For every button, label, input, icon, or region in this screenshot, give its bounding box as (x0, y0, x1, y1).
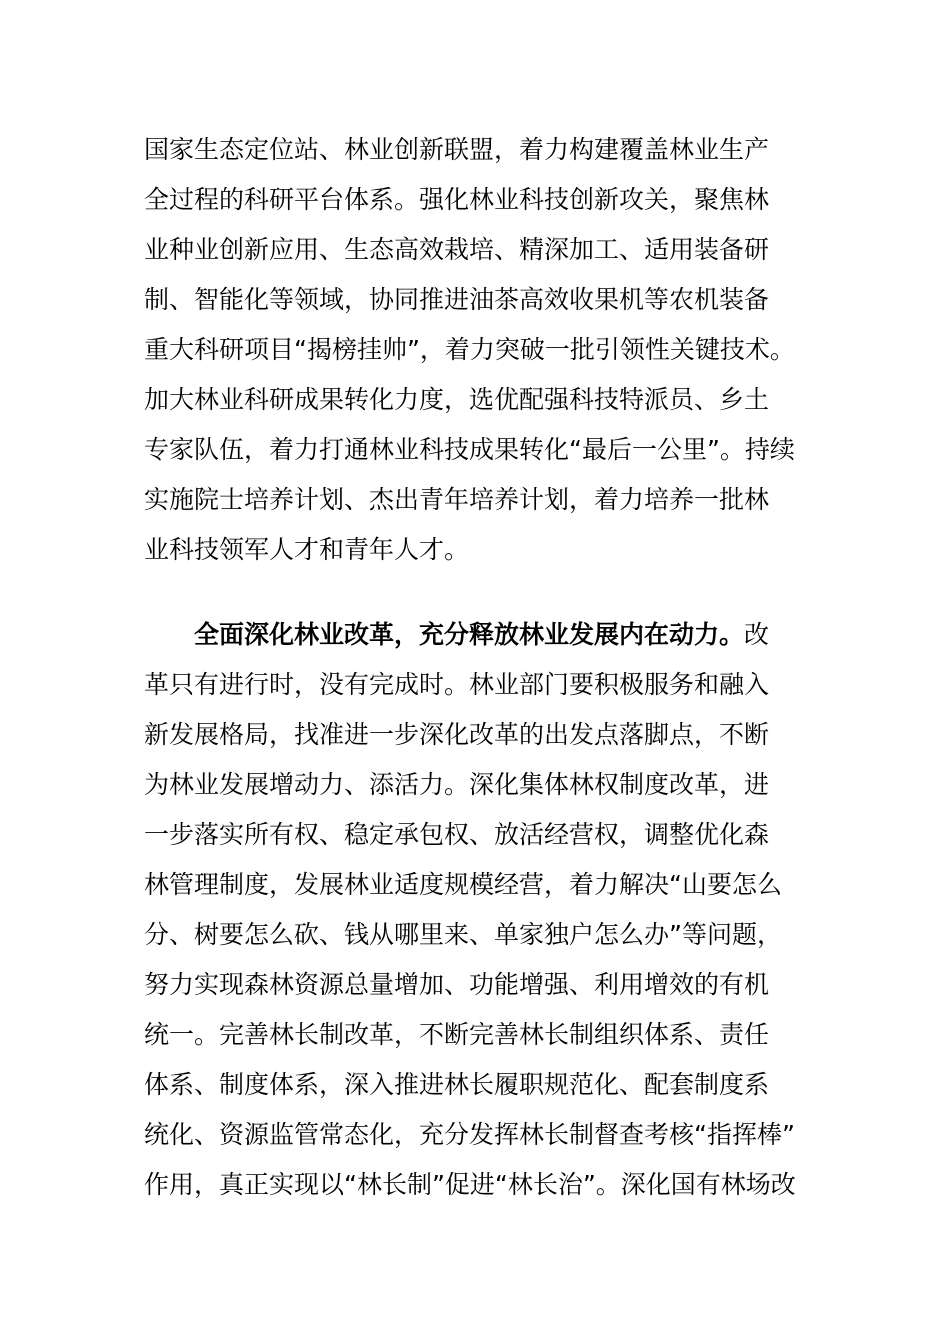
paragraph-line: 实施院士培养计划、杰出青年培养计划，着力培养一批林 (144, 485, 770, 514)
paragraph-line: 专家队伍，着力打通林业科技成果转化“最后一公里”。持续 (144, 435, 795, 464)
paragraph-line: 林管理制度，发展林业适度规模经营，着力解决“山要怎么 (144, 870, 782, 899)
paragraph-line: 新发展格局，找准进一步深化改革的出发点落脚点，不断 (144, 720, 770, 749)
paragraph-line: 作用，真正实现以“林长制”促进“林长治”。深化国有林场改 (144, 1170, 796, 1199)
paragraph-line: 业科技领军人才和青年人才。 (144, 535, 470, 564)
paragraph-line: 体系、制度体系，深入推进林长履职规范化、配套制度系 (144, 1070, 770, 1099)
paragraph-line: 制、智能化等领域，协同推进油茶高效收果机等农机装备 (144, 285, 770, 314)
paragraph-heading: 全面深化林业改革，充分释放林业发展内在动力。 (194, 620, 745, 649)
paragraph-line: 业种业创新应用、生态高效栽培、精深加工、适用装备研 (144, 235, 770, 264)
paragraph-line: 统一。完善林长制改革，不断完善林长制组织体系、责任 (144, 1020, 770, 1049)
paragraph-line: 加大林业科研成果转化力度，选优配强科技特派员、乡土 (144, 385, 770, 414)
paragraph-line: 全过程的科研平台体系。强化林业科技创新攻关，聚焦林 (144, 185, 770, 214)
paragraph-line: 为林业发展增动力、添活力。深化集体林权制度改革，进 (144, 770, 770, 799)
paragraph-line: 国家生态定位站、林业创新联盟，着力构建覆盖林业生产 (144, 135, 770, 164)
paragraph-first-line-rest: 改 (744, 620, 770, 649)
paragraph-2 (144, 610, 814, 1210)
paragraph-line: 统化、资源监管常态化，充分发挥林长制督查考核“指挥棒” (144, 1120, 795, 1149)
paragraph-first-line (144, 610, 814, 660)
paragraph-line: 革只有进行时，没有完成时。林业部门要积极服务和融入 (144, 670, 770, 699)
paragraph-1 (144, 125, 814, 575)
paragraph-line: 重大科研项目“揭榜挂帅”，着力突破一批引领性关键技术。 (144, 335, 795, 364)
paragraph-line: 努力实现森林资源总量增加、功能增强、利用增效的有机 (144, 970, 770, 999)
paragraph-line: 分、树要怎么砍、钱从哪里来、单家独户怎么办”等问题， (144, 920, 782, 949)
paragraph-line: 一步落实所有权、稳定承包权、放活经营权，调整优化森 (144, 820, 770, 849)
